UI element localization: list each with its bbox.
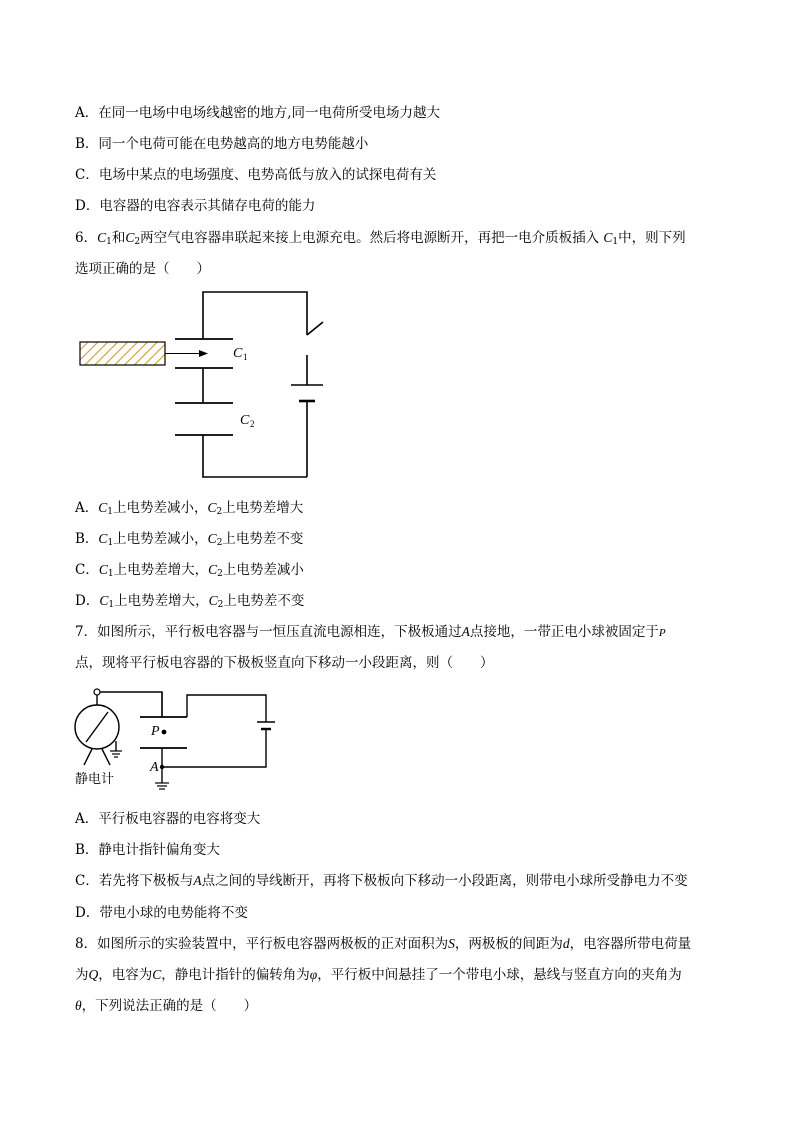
point-a-dot xyxy=(160,765,164,769)
var-c2-sub: 2 xyxy=(216,507,223,517)
q6-stem-text: 和 xyxy=(111,230,126,246)
q7-option-b: B．静电计指针偏角变大 xyxy=(75,842,220,858)
battery-icon xyxy=(257,722,275,729)
q8-stem-text: ，下列说法正确的是（ ） xyxy=(81,998,258,1014)
option-letter: C． xyxy=(75,562,99,578)
label-electrometer: 静电计 xyxy=(75,772,115,787)
terminal-dot xyxy=(94,689,100,695)
var-d: d xyxy=(562,936,570,951)
var-a: A xyxy=(461,624,470,639)
var-c1-sub: 1 xyxy=(107,507,113,517)
option-text: C．若先将下极板与 xyxy=(75,873,194,889)
ground-icon xyxy=(155,783,169,789)
q5-option-c: C．电场中某点的电场强度、电势高低与放入的试探电荷有关 xyxy=(75,167,437,183)
q7-stem-line1 xyxy=(75,623,666,642)
var-c1-sub: 1 xyxy=(108,600,115,610)
option-text: 上电势差增大 xyxy=(222,500,304,516)
q8-stem-text: 为 xyxy=(75,967,89,983)
q8-stem-line2 xyxy=(75,966,682,984)
var-c2-sub: 2 xyxy=(217,600,224,610)
option-text: 上电势差减小 xyxy=(222,562,304,578)
option-letter: B． xyxy=(75,531,99,547)
q8-stem-text: ，电容为 xyxy=(98,967,153,983)
q5-option-b: B．同一个电荷可能在电势越高的地方电势能越小 xyxy=(75,136,369,152)
q7-stem-text: 点接地，一带正电小球被固定于 xyxy=(469,624,659,640)
option-text: 点之间的导线断开，再将下极板向下移动一小段距离，则带电小球所受静电力不变 xyxy=(201,873,688,889)
var-c1: C xyxy=(98,500,108,515)
dielectric-slab xyxy=(80,342,165,365)
ground-icon xyxy=(110,751,122,757)
q8-stem-line1 xyxy=(75,935,691,953)
q6-stem-line2: 选项正确的是（ ） xyxy=(75,261,210,277)
label-c1-sub: 1 xyxy=(243,352,248,362)
q5-option-d: D．电容器的电容表示其储存电荷的能力 xyxy=(75,198,316,214)
option-text: 上电势差减小， xyxy=(113,500,208,516)
switch xyxy=(307,322,323,335)
var-a: A xyxy=(193,873,202,888)
q8-stem-text: ，平行板中间悬挂了一个带电小球，悬线与竖直方向的夹角为 xyxy=(317,967,682,983)
label-c2-sub: 2 xyxy=(250,419,255,429)
q7-option-a: A．平行板电容器的电容将变大 xyxy=(75,811,261,827)
arrow-right-icon xyxy=(165,350,208,357)
option-text: 上电势差增大， xyxy=(114,593,209,609)
option-letter: A． xyxy=(75,500,99,516)
var-c1: C xyxy=(98,531,108,546)
q7-circuit-figure xyxy=(70,685,280,795)
q6-stem-line1 xyxy=(75,229,686,247)
var-c2: C xyxy=(208,562,218,577)
var-c1: C xyxy=(603,230,613,245)
q6-stem-text: 中，则下列 xyxy=(618,230,686,246)
q6-circuit-figure xyxy=(75,285,345,485)
q7-stem-line2: 点，现将平行板电容器的下极板竖直向下移动一小段距离，则（ ） xyxy=(75,655,494,671)
capacitor-c2 xyxy=(175,403,233,435)
var-p: P xyxy=(658,627,666,639)
var-c2-sub: 2 xyxy=(217,569,223,579)
q8-stem-text: ，静电计指针的偏转角为 xyxy=(161,967,310,983)
var-c1-sub: 1 xyxy=(612,237,619,247)
battery-icon xyxy=(291,385,323,401)
q6-option-b xyxy=(75,530,303,548)
q5-option-a: A．在同一电场中电场线越密的地方,同一电荷所受电场力越大 xyxy=(75,105,441,121)
var-c1: C xyxy=(99,593,109,608)
var-c2-sub: 2 xyxy=(134,237,141,247)
q8-stem-line3 xyxy=(75,997,257,1015)
label-c2: C xyxy=(240,413,250,428)
var-c2: C xyxy=(208,593,218,608)
var-c2-sub: 2 xyxy=(216,538,223,548)
q7-option-c xyxy=(75,872,688,890)
option-text: 上电势差减小， xyxy=(113,531,208,547)
label-c1: C xyxy=(233,346,243,361)
q6-option-d xyxy=(75,592,304,610)
var-c2: C xyxy=(125,230,135,245)
label-p: P xyxy=(151,724,160,739)
q7-option-d: D．带电小球的电势能将不变 xyxy=(75,905,248,921)
q7-stem-text: 7．如图所示，平行板电容器与一恒压直流电源相连，下极板通过 xyxy=(75,624,462,640)
q8-stem-text: 8．如图所示的实验装置中，平行板电容器两极板的正对面积为 xyxy=(75,936,449,952)
q8-stem-text: ，电容器所带电荷量 xyxy=(569,936,692,952)
var-c2: C xyxy=(207,500,217,515)
q6-stem-text: 两空气电容器串联起来接上电源充电。然后将电源断开，再把一电介质板插入 xyxy=(140,230,600,246)
var-c1-sub: 1 xyxy=(107,538,114,548)
q6-number: 6． xyxy=(75,230,98,246)
var-c1-sub: 1 xyxy=(106,237,112,247)
option-text: 上电势差不变 xyxy=(222,531,304,547)
var-theta: θ xyxy=(75,998,82,1013)
point-p-dot xyxy=(162,730,167,735)
var-c: C xyxy=(152,967,162,982)
option-letter: D． xyxy=(75,593,100,609)
option-text: 上电势差不变 xyxy=(223,593,305,609)
q8-stem-text: ，两极板的间距为 xyxy=(454,936,563,952)
q6-option-a xyxy=(75,499,303,517)
var-phi: φ xyxy=(309,967,318,982)
var-c1-sub: 1 xyxy=(107,569,114,579)
var-c2: C xyxy=(207,531,217,546)
label-a: A xyxy=(150,760,159,775)
var-c1: C xyxy=(97,230,107,245)
var-q: Q xyxy=(88,967,99,982)
q6-option-c xyxy=(75,561,304,579)
var-s: S xyxy=(448,936,455,951)
var-c1: C xyxy=(98,562,108,577)
option-text: 上电势差增大， xyxy=(113,562,209,578)
